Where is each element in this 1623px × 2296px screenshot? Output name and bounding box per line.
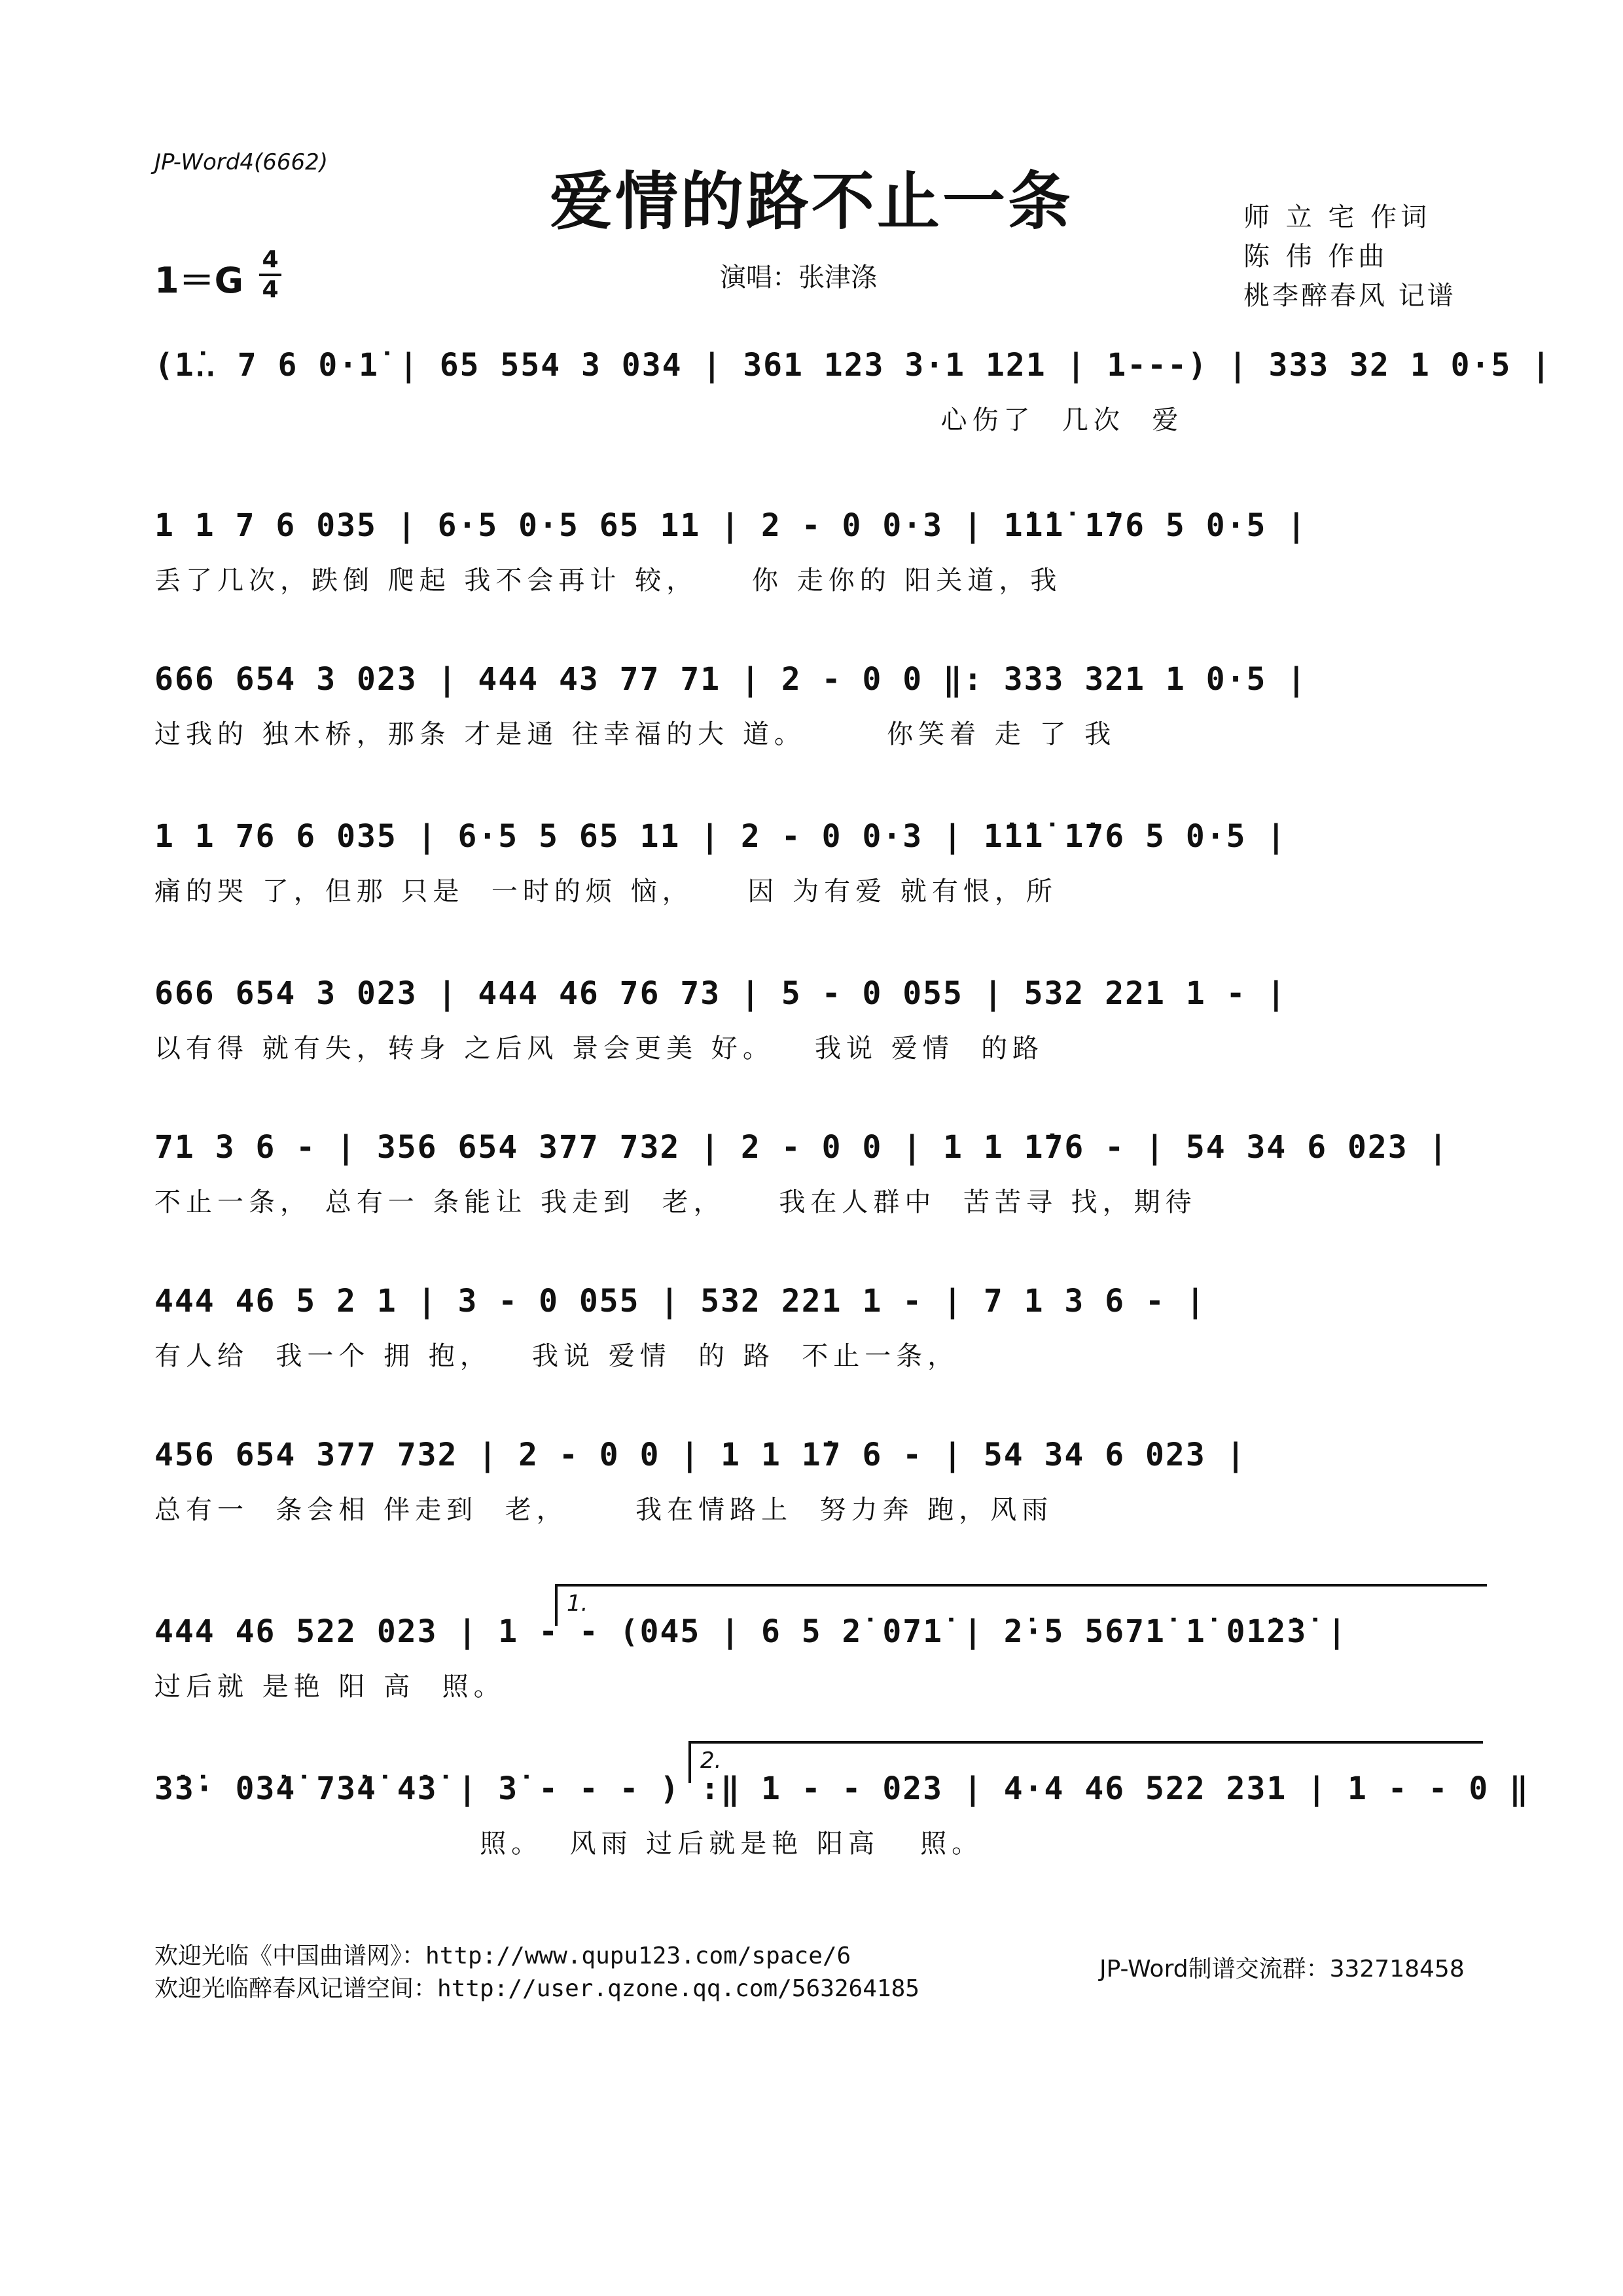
lyrics-line-10: 照。 风雨 过后就是艳 阳高 照。 — [154, 1829, 984, 1859]
time-signature — [259, 247, 281, 302]
lyricist-credit: 师 立 宅 作词 — [1243, 202, 1431, 232]
volta-label-2: 2. — [700, 1748, 722, 1774]
lyrics-line-5: 以有得 就有失，转身 之后风 景会更美 好。 我说 爱情 的路 — [154, 1033, 1044, 1064]
notes-line-6: 71 3 6 - | 356 654 377 732 | 2 - 0 0 | 1 1 1̇76 - | 54 34 6 023 | — [154, 1129, 1449, 1166]
lyrics-line-9: 过后就 是艳 阳 高 照。 — [154, 1672, 505, 1702]
notes-line-3: 666 654 3 023 | 444 43 77 71 | 2 - 0 0 ‖: 333 321 1 0·5 | — [154, 661, 1308, 698]
volta-label-1: 1. — [567, 1590, 588, 1617]
footer-link-qupu[interactable]: 欢迎光临《中国曲谱网》：http://www.qupu123.com/space/6 — [154, 1943, 851, 1969]
time-bottom: 4 — [262, 276, 279, 303]
time-top: 4 — [262, 246, 279, 273]
notes-line-5: 666 654 3 023 | 444 46 76 73 | 5 - 0 055 | 532 221 1 - | — [154, 975, 1287, 1012]
lyrics-line-7: 有人给 我一个 拥 抱， 我说 爱情 的 路 不止一条， — [154, 1341, 959, 1371]
singer-credit: 演唱：张津涤 — [720, 262, 877, 293]
notes-line-10: 3̇3̇· 03̇4̇ 73̇4̇ 4̇3̇ | 3̇ - - - ) :‖ 1 - - 023 | 4·4 46 522 231 | 1 - - 0 ‖ — [154, 1770, 1530, 1807]
key-signature: 1＝G — [154, 260, 243, 301]
lyrics-line-4: 痛的哭 了，但那 只是 一时的烦 恼， 因 为有爱 就有恨，所 — [154, 876, 1058, 906]
notes-line-8: 456 654 377 732 | 2 - 0 0 | 1 1 1̇7 6 - | 54 34 6 023 | — [154, 1437, 1247, 1473]
software-label: JP-Word4(6662) — [154, 149, 329, 175]
transcriber-credit: 桃李醉春风 记谱 — [1243, 281, 1456, 311]
lyrics-line-8: 总有一 条会相 伴走到 老， 我在情路上 努力奔 跑，风雨 — [154, 1495, 1054, 1525]
notes-line-9: 444 46 522 023 | 1 - - (045 | 6 5 2̇ 071̇ | 2̇·5 5671̇ 1̇ 01̇2̇3̇ | — [154, 1613, 1348, 1650]
notes-line-2: 1 1 7 6 035 | 6·5 0·5 65 11 | 2 - 0 0·3 | 1̇1̇1̇ 1̇76 5 0·5 | — [154, 507, 1308, 544]
notes-line-7: 444 46 5 2 1 | 3 - 0 055 | 532 221 1 - | 7 1 3 6 - | — [154, 1283, 1206, 1319]
notes-line-4: 1 1 76 6 035 | 6·5 5 65 11 | 2 - 0 0·3 | 1̇1̇1̇ 1̇76 5 0·5 | — [154, 818, 1287, 855]
footer-link-qzone[interactable]: 欢迎光临醉春风记谱空间：http://user.qzone.qq.com/563264185 — [154, 1975, 919, 2002]
footer-group: JP-Word制谱交流群：332718458 — [1099, 1956, 1465, 1982]
notes-line-1: (1̇‥ 7 6 0·1̇ | 65 554 3 034 | 361 123 3·1 121 | 1---) | 333 32 1 0·5 | — [154, 347, 1552, 384]
composer-credit: 陈 伟 作曲 — [1243, 242, 1389, 272]
lyrics-line-2: 丢了几次，跌倒 爬起 我不会再计 较， 你 走你的 阳关道，我 — [154, 565, 1062, 596]
lyrics-line-1: 心伤了 几次 爱 — [154, 405, 1184, 435]
lyrics-line-6: 不止一条， 总有一 条能让 我走到 老， 我在人群中 苦苦寻 找，期待 — [154, 1187, 1197, 1217]
lyrics-line-3: 过我的 独木桥，那条 才是通 往幸福的大 道。 你笑着 走 了 我 — [154, 719, 1116, 749]
page-title: 爱情的路不止一条 — [550, 164, 1073, 238]
